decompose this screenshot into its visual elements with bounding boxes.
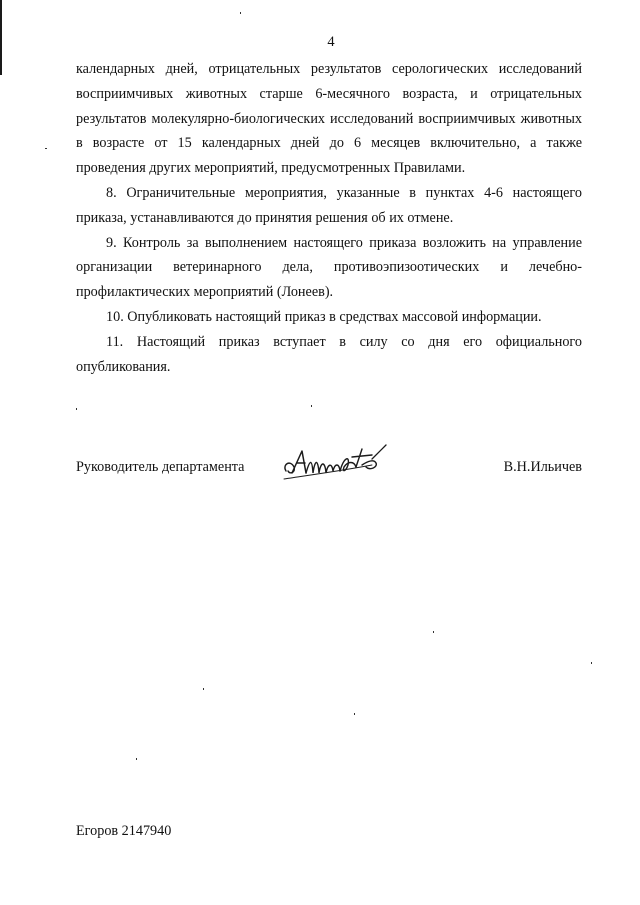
scan-speck xyxy=(591,662,592,664)
signatory-role: Руководитель департамента xyxy=(76,459,245,475)
page-number: 4 xyxy=(327,34,335,50)
scan-speck xyxy=(354,713,355,715)
paragraph-item-9: 9. Контроль за выполнением настоящего приказа возложить на управление организации ветеринарного дела, противоэпизоотических и лечебно-профилактических мероприятий (Лонеев). xyxy=(76,234,582,301)
handwritten-signature xyxy=(280,441,390,485)
paragraph-item-11: 11. Настоящий приказ вступает в силу со дня его официального опубликования. xyxy=(76,333,582,375)
scan-speck xyxy=(136,758,137,760)
scan-speck xyxy=(45,148,47,149)
scan-speck xyxy=(240,12,241,14)
paragraph-item-10: 10. Опубликовать настоящий приказ в средствах массовой информации. xyxy=(106,308,542,325)
signatory-name: В.Н.Ильичев xyxy=(503,459,582,475)
signature-block xyxy=(76,455,582,495)
paragraph-item-8: 8. Ограничительные мероприятия, указанные в пунктах 4-6 настоящего приказа, устанавливаются до принятия решения об их отмене. xyxy=(76,184,582,226)
scan-speck xyxy=(203,688,204,690)
paragraph-continuation: календарных дней, отрицательных результатов серологических исследований восприимчивых животных старше 6-месячного возраста, и отрицательных результатов молекулярно-биологических исследований восприимчивых животных в возрасте от 15 календарных дней до 6 месяцев включительно, а также проведения других мероприятий, предусмотренных Правилами. xyxy=(76,61,582,177)
scan-speck xyxy=(311,405,312,407)
scan-speck xyxy=(76,408,77,410)
scan-speck xyxy=(433,631,434,633)
executor-note: Егоров 2147940 xyxy=(76,823,172,839)
document-body xyxy=(76,57,582,379)
